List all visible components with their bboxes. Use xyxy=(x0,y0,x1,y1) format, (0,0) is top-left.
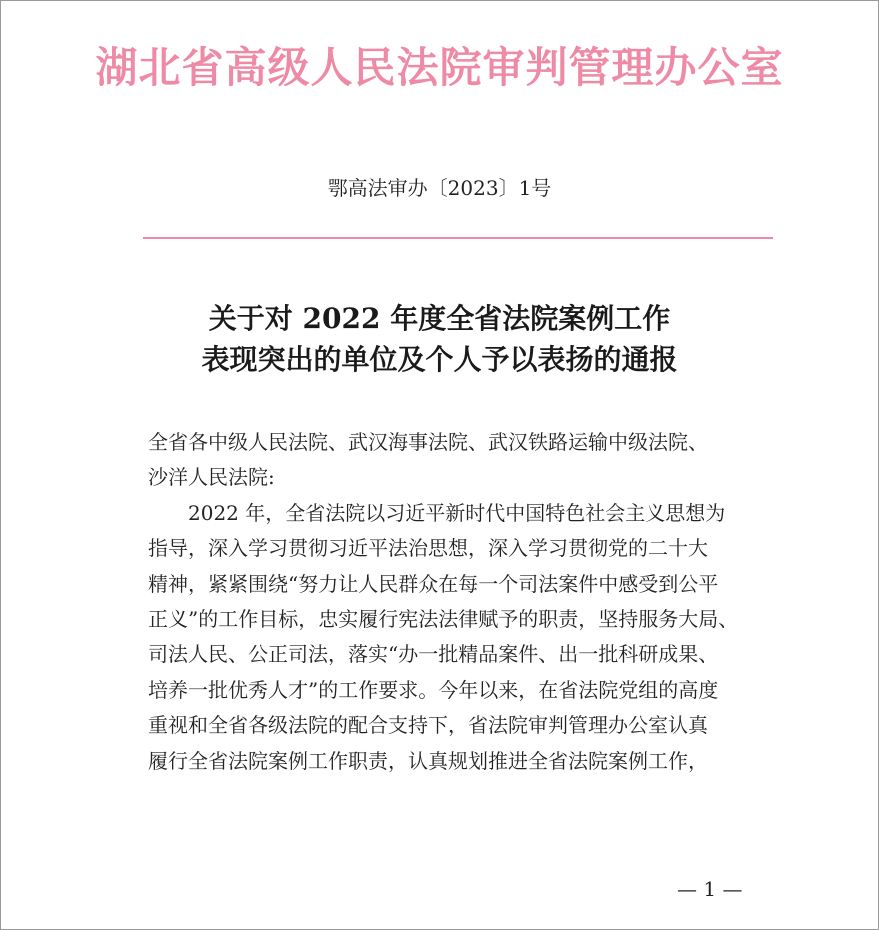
red-divider-line xyxy=(143,237,773,239)
document-title xyxy=(1,298,878,380)
paragraph-line-6: 培养一批优秀人才”的工作要求。今年以来，在省法院党组的高度 xyxy=(148,677,719,702)
paragraph-line-7: 重视和全省各级法院的配合支持下，省法院审判管理办公室认真 xyxy=(148,713,708,738)
paragraph-line-8: 履行全省法院案例工作职责，认真规划推进全省法院案例工作， xyxy=(148,748,708,773)
addressee-line-1: 全省各中级人民法院、武汉海事法院、武汉铁路运输中级法院、 xyxy=(148,430,708,454)
addressee-line-2: 沙洋人民法院: xyxy=(148,465,275,490)
page-number: — 1 — xyxy=(677,877,743,901)
paragraph-line-2: 指导，深入学习贯彻习近平法治思想，深入学习贯彻党的二十大 xyxy=(148,536,708,561)
paragraph-line-4: 正义”的工作目标，忠实履行宪法法律赋予的职责，坚持服务大局、 xyxy=(148,606,739,631)
paragraph-line-1: 2022 年，全省法院以习近平新时代中国特色社会主义思想为 xyxy=(188,500,726,525)
paragraph-line-3: 精神，紧紧围绕“努力让人民群众在每一个司法案件中感受到公平 xyxy=(148,571,719,596)
issuing-organization-header: 湖北省高级人民法院审判管理办公室 xyxy=(95,43,784,92)
document-number: 鄂高法审办〔2023〕1号 xyxy=(327,176,552,200)
paragraph-line-5: 司法人民、公正司法，落实“办一批精品案件、出一批科研成果、 xyxy=(148,642,719,667)
title-line-2: 表现突出的单位及个人予以表扬的通报 xyxy=(201,343,678,376)
title-line-1: 关于对 2022 年度全省法院案例工作 xyxy=(208,302,671,335)
document-body xyxy=(148,425,788,779)
